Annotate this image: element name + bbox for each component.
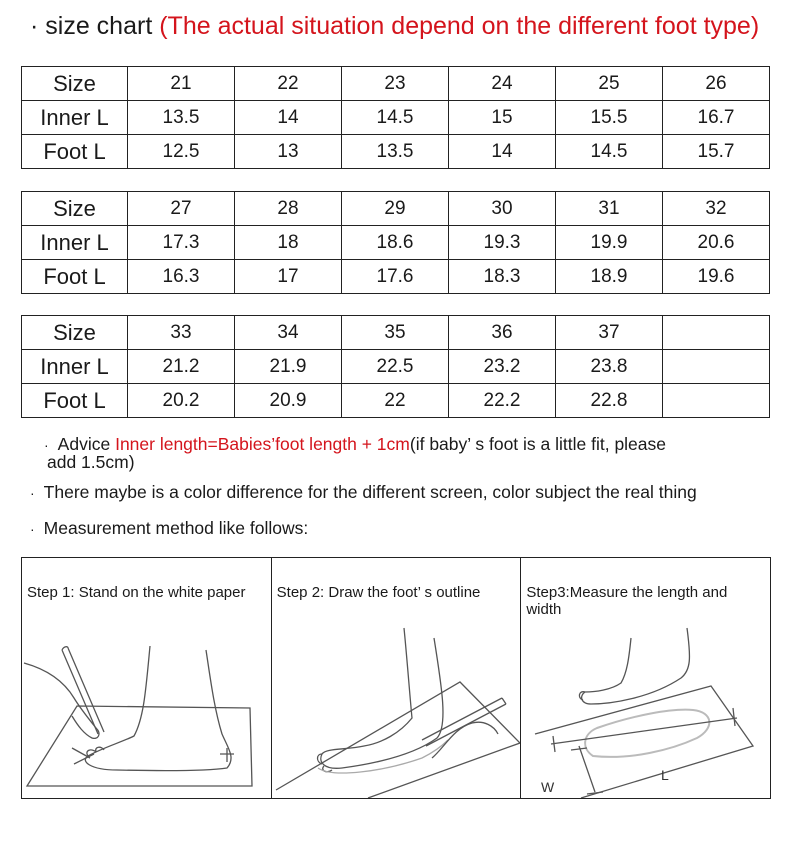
table-cell: 30 bbox=[449, 192, 556, 226]
foot-outline bbox=[320, 628, 442, 768]
table-cell: 28 bbox=[235, 192, 342, 226]
table-cell: 18.3 bbox=[449, 260, 556, 294]
step-1-caption: Step 1: Stand on the white paper bbox=[27, 584, 246, 601]
table-cell bbox=[663, 316, 770, 350]
table-cell: 32 bbox=[663, 192, 770, 226]
table-cell: 17.6 bbox=[342, 260, 449, 294]
table-cell: 18.9 bbox=[556, 260, 663, 294]
row-label-size: Size bbox=[22, 192, 128, 226]
table-cell: 22.8 bbox=[556, 384, 663, 418]
table-cell: 15 bbox=[449, 101, 556, 135]
row-label-inner: Inner L bbox=[22, 350, 128, 384]
table-row-foot bbox=[22, 384, 770, 418]
table-cell: 20.9 bbox=[235, 384, 342, 418]
title-main: size chart bbox=[45, 12, 153, 40]
table-cell: 15.5 bbox=[556, 101, 663, 135]
table-cell: 22.5 bbox=[342, 350, 449, 384]
table-cell: 14.5 bbox=[556, 135, 663, 169]
table-cell: 16.3 bbox=[128, 260, 235, 294]
table-cell: 34 bbox=[235, 316, 342, 350]
title-note: (The actual situation depend on the different foot type) bbox=[159, 12, 760, 40]
table-cell: 18.6 bbox=[342, 226, 449, 260]
table-cell: 26 bbox=[663, 67, 770, 101]
advice-rest: (if baby’ s foot is a little fit, please bbox=[409, 434, 667, 454]
table-row-size bbox=[22, 67, 770, 101]
table-cell: 23.2 bbox=[449, 350, 556, 384]
width-measure-line bbox=[571, 746, 603, 794]
page-title bbox=[30, 12, 759, 41]
table-cell: 13 bbox=[235, 135, 342, 169]
table-cell: 33 bbox=[128, 316, 235, 350]
row-label-size: Size bbox=[22, 67, 128, 101]
advice-prefix: Advice bbox=[57, 434, 111, 454]
method-note-text: Measurement method like follows: bbox=[43, 518, 309, 538]
row-label-inner: Inner L bbox=[22, 101, 128, 135]
bullet: · bbox=[30, 484, 35, 501]
row-label-size: Size bbox=[22, 316, 128, 350]
table-cell: 15.7 bbox=[663, 135, 770, 169]
table-cell: 14.5 bbox=[342, 101, 449, 135]
table-cell: 20.2 bbox=[128, 384, 235, 418]
paper-sheet bbox=[276, 682, 520, 798]
advice-note bbox=[44, 436, 666, 471]
stand-on-paper-illustration bbox=[22, 558, 272, 798]
step-3-panel bbox=[521, 558, 770, 798]
width-label: W bbox=[541, 779, 555, 795]
table-cell bbox=[663, 350, 770, 384]
table-row-size bbox=[22, 192, 770, 226]
color-note-text: There maybe is a color difference for the different screen, color subject the real thing bbox=[43, 482, 697, 502]
row-label-inner: Inner L bbox=[22, 226, 128, 260]
foot-outline bbox=[85, 646, 231, 771]
table-cell: 22.2 bbox=[449, 384, 556, 418]
table-cell: 27 bbox=[128, 192, 235, 226]
table-cell: 20.6 bbox=[663, 226, 770, 260]
table-cell: 21.2 bbox=[128, 350, 235, 384]
method-note bbox=[30, 520, 308, 538]
table-cell: 16.7 bbox=[663, 101, 770, 135]
table-cell: 14 bbox=[449, 135, 556, 169]
table-cell: 18 bbox=[235, 226, 342, 260]
step-2-panel bbox=[272, 558, 522, 798]
size-table-2 bbox=[21, 191, 770, 294]
hand-outline bbox=[24, 663, 99, 738]
step-3-caption: Step3:Measure the length and width bbox=[526, 584, 728, 618]
table-cell: 21.9 bbox=[235, 350, 342, 384]
table-cell: 37 bbox=[556, 316, 663, 350]
row-label-foot: Foot L bbox=[22, 384, 128, 418]
table-cell: 23.8 bbox=[556, 350, 663, 384]
draw-outline-illustration bbox=[272, 558, 521, 798]
pencil bbox=[422, 698, 506, 746]
table-cell: 13.5 bbox=[128, 101, 235, 135]
size-table-3 bbox=[21, 315, 770, 418]
table-cell: 19.9 bbox=[556, 226, 663, 260]
advice-formula: Inner length=Babies’foot length + 1cm bbox=[115, 434, 410, 454]
table-cell: 35 bbox=[342, 316, 449, 350]
table-row-size bbox=[22, 316, 770, 350]
step-1-panel bbox=[22, 558, 272, 798]
table-row-foot bbox=[22, 135, 770, 169]
bullet: · bbox=[30, 520, 35, 537]
foot-outline bbox=[582, 628, 690, 704]
table-cell: 22 bbox=[342, 384, 449, 418]
table-row-foot bbox=[22, 260, 770, 294]
size-table-1 bbox=[21, 66, 770, 169]
table-cell: 36 bbox=[449, 316, 556, 350]
traced-footprint bbox=[585, 710, 709, 757]
table-cell: 25 bbox=[556, 67, 663, 101]
row-label-foot: Foot L bbox=[22, 260, 128, 294]
table-cell: 19.6 bbox=[663, 260, 770, 294]
row-label-foot: Foot L bbox=[22, 135, 128, 169]
title-bullet: · bbox=[30, 12, 46, 40]
table-cell: 19.3 bbox=[449, 226, 556, 260]
table-cell: 29 bbox=[342, 192, 449, 226]
table-cell: 17.3 bbox=[128, 226, 235, 260]
step-2-caption: Step 2: Draw the foot’ s outline bbox=[276, 584, 481, 601]
table-cell: 12.5 bbox=[128, 135, 235, 169]
advice-line2: add 1.5cm) bbox=[47, 451, 135, 472]
table-cell: 22 bbox=[235, 67, 342, 101]
table-row-inner bbox=[22, 350, 770, 384]
table-cell bbox=[663, 384, 770, 418]
length-label: L bbox=[661, 767, 670, 783]
color-note bbox=[30, 484, 697, 502]
table-cell: 14 bbox=[235, 101, 342, 135]
table-row-inner bbox=[22, 226, 770, 260]
table-cell: 31 bbox=[556, 192, 663, 226]
measurement-steps bbox=[21, 557, 771, 799]
table-cell: 17 bbox=[235, 260, 342, 294]
table-cell: 23 bbox=[342, 67, 449, 101]
bullet: · bbox=[44, 436, 49, 453]
table-row-inner bbox=[22, 101, 770, 135]
table-cell: 24 bbox=[449, 67, 556, 101]
table-cell: 13.5 bbox=[342, 135, 449, 169]
table-cell: 21 bbox=[128, 67, 235, 101]
measure-illustration bbox=[521, 558, 770, 798]
